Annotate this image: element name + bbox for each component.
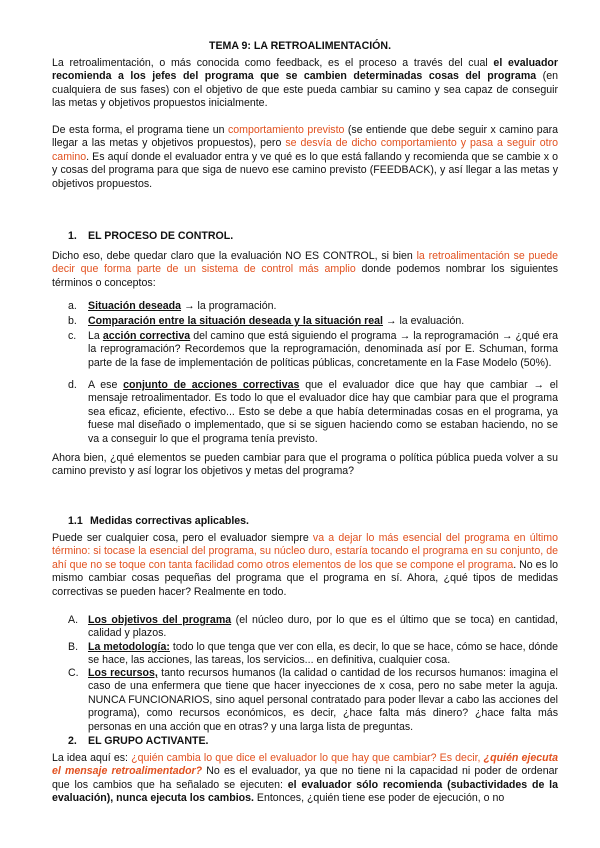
text-run: donde podemos nombrar los siguientes términos o conceptos: <box>52 263 558 289</box>
list-item <box>68 330 558 370</box>
page-title: TEMA 9: LA RETROALIMENTACIÓN. <box>208 40 392 52</box>
intro-paragraph-1 <box>52 57 558 111</box>
section-title: Medidas correctivas aplicables. <box>90 515 249 527</box>
text-run: Dicho eso, debe quedar claro que la evaluación NO ES CONTROL, si bien <box>52 250 417 262</box>
text-run: La idea aquí es: <box>52 752 132 764</box>
list-marker: C. <box>68 667 79 679</box>
text-run: La retroalimentación, o más conocida como feedback, es el proceso a través del cual <box>52 57 494 69</box>
highlight-run: la retroalimentación se puede decir que forma parte de un sistema de control más amplio <box>52 250 559 276</box>
section-number: 1. <box>68 230 77 242</box>
section-1-heading <box>68 230 233 243</box>
intro-paragraph-2 <box>52 124 558 191</box>
list-item <box>68 641 558 668</box>
list-term: conjunto de acciones correctivas <box>123 379 300 391</box>
highlight-run: va a dejar lo más esencial del programa en último término: si tocase la esencial del programa, su núcleo duro, estaría tocando el programa en su conjunto, de ahí que no se toque con tanta facilidad como otros elementos de los que se compone el programa <box>52 532 558 571</box>
section-2-heading <box>68 735 208 748</box>
section-number: 1.1 <box>68 515 83 527</box>
list-text: que el evaluador dice que hay que cambiar → el mensaje retroalimentador. Es todo lo que el evaluador dice hay que cambiar para que el programa sea eficaz, eficiente, efectivo... Esto se debe a que había determinadas cosas en el programa, ya fuese mal diseñado o implementado, que si se siguen haciendo como se estaban haciendo, no se va a conseguir lo que el programa tenía previsto. <box>88 379 559 445</box>
section-number: 2. <box>68 735 77 747</box>
list-pre: La <box>88 330 103 342</box>
text-run: De esta forma, el programa tiene un <box>52 124 228 136</box>
section-2-paragraph <box>52 752 558 806</box>
list-marker: a. <box>68 300 77 312</box>
list-text: (el núcleo duro, por lo que es el último que se toca) en cantidad, calidad y plazos. <box>88 614 558 640</box>
list-marker: B. <box>68 641 79 653</box>
highlight-run: ¿quién cambia lo que dice el evaluador lo que hay que cambiar? Es decir, <box>131 752 484 764</box>
list-text: → la programación. <box>181 300 277 312</box>
text-run: . No es lo mismo cambiar cosas pequeñas del programa que el programa en sí. Ahora, ¿qué tipos de medidas correctivas se pueden hacer? Realmente en todo. <box>52 558 559 598</box>
text-run: Puede ser cualquier cosa, pero el evaluador siempre <box>52 532 313 544</box>
list-term: Comparación entre la situación deseada y la situación real <box>88 315 383 327</box>
list-text: todo lo que tenga que ver con ella, es decir, lo que se hace, cómo se hace, dónde se hace, las acciones, las tareas, los servicios... en definitiva, cualquier cosa. <box>88 641 558 667</box>
section-1-1-heading <box>68 515 249 528</box>
text-run: (en cualquiera de sus fases) con el objetivo de que este pueda cambiar su camino y sea capaz de conseguir las metas y objetivos propuestos inicialmente. <box>52 70 558 110</box>
list-marker: c. <box>68 330 77 342</box>
list-item <box>68 379 559 446</box>
section-title: EL PROCESO DE CONTROL. <box>88 230 234 242</box>
text-run: No es el evaluador, ya que no tiene ni la capacidad ni poder de ordenar que los cambios que ha señalado se ejecuten: <box>52 765 558 791</box>
text-run: Entonces, ¿quién tiene ese poder de ejecución, o no <box>253 792 505 805</box>
section-1-1-paragraph <box>52 532 558 599</box>
bold-run: el evaluador sólo recomienda (subactividades de la evaluación), nunca ejecuta los cambios. <box>52 778 558 805</box>
section-title: EL GRUPO ACTIVANTE. <box>88 735 209 747</box>
list-marker: b. <box>68 315 77 327</box>
list-item <box>68 300 558 313</box>
list-text: del camino que está siguiendo el programa → la reprogramación → ¿qué era la reprogramación? Recordemos que la reprogramación, denominada así por E. Schuman, forma parte de la fase de implementación de políticas públicas, concretamente en la Fase Modelo (50%). <box>88 330 558 369</box>
list-term: La metodología: <box>88 641 170 653</box>
list-text: tanto recursos humanos (la calidad o cantidad de los recursos humanos: imagina el caso de una enfermera que tiene que hacer inyecciones de x cosa, pero no sabe meter la aguja. NUNCA FUNCIONARIOS, sino aquel personal contratado para poder llevar a cabo las acciones del programa), como recursos económicos, es decir, ¿hace falta más dinero? ¿hace falta más personas en una acción que en otras? y una larga lista de preguntas. <box>88 667 558 733</box>
highlight-run: comportamiento previsto <box>227 124 345 136</box>
list-item <box>68 667 558 734</box>
list-term: Los recursos, <box>88 667 158 679</box>
list-marker: d. <box>68 379 77 391</box>
section-1-paragraph-2: Ahora bien, ¿qué elementos se pueden cambiar para que el programa o política pública pueda volver a su camino previsto y así lograr los objetivos y metas del programa? <box>52 452 558 478</box>
list-text: → la evaluación. <box>382 315 465 327</box>
highlight-run: se desvía de dicho comportamiento y pasa a seguir otro camino <box>52 137 558 163</box>
list-term: Situación deseada <box>88 300 182 312</box>
list-pre: A ese <box>88 379 124 391</box>
list-term: acción correctiva <box>102 330 191 342</box>
section-1-paragraph-1 <box>52 250 558 290</box>
list-term: Los objetivos del programa <box>88 614 232 626</box>
list-marker: A. <box>68 614 79 626</box>
list-item <box>68 315 558 328</box>
text-run: . Es aquí donde el evaluador entra y ve qué es lo que está fallando y recomienda que se cambie x o y cosas del programa para que siga de nuevo ese camino previsto (FEEDBACK), y así llegar a las metas y objetivos propuestos. <box>52 150 558 190</box>
list-item <box>68 614 558 641</box>
bold-run: el evaluador recomienda a los jefes del programa que se cambien determinadas cosas del programa <box>52 57 559 83</box>
highlight-bold-run: ¿quién ejecuta el mensaje retroalimentador? <box>52 752 558 778</box>
text-run: (se entiende que debe seguir x camino para llegar a las metas y objetivos propuestos), pero <box>52 124 558 150</box>
